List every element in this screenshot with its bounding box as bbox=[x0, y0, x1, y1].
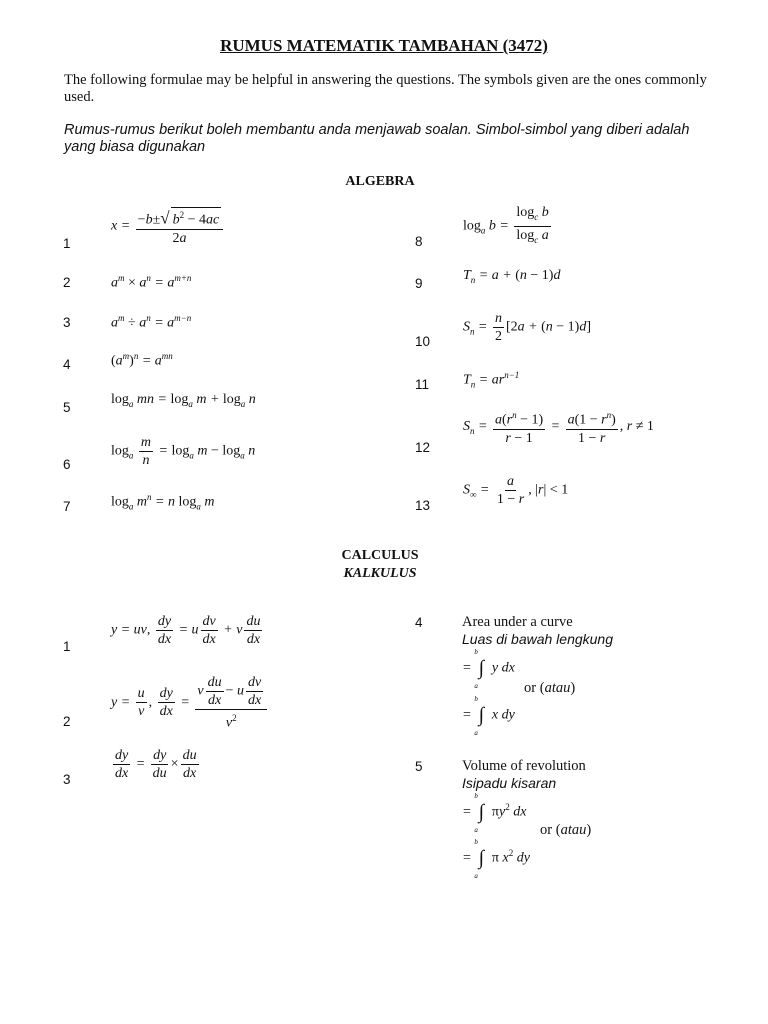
algebra-number-2: 2 bbox=[63, 275, 71, 290]
algebra-heading: ALGEBRA bbox=[345, 174, 415, 189]
integral-icon: ∫ b a bbox=[474, 648, 485, 690]
volume-label-malay: Isipadu kisaran bbox=[462, 775, 557, 791]
algebra-number-7: 7 bbox=[63, 499, 71, 514]
algebra-number-4: 4 bbox=[63, 357, 71, 372]
algebra-number-8: 8 bbox=[415, 234, 423, 249]
algebra-number-9: 9 bbox=[415, 276, 423, 291]
formula-index-power: $(a^m)^n = a^{mn}$ bbox=[111, 351, 173, 369]
calculus-number-2: 2 bbox=[63, 714, 71, 729]
formula-area-y: = ∫ b a y dx bbox=[463, 648, 515, 690]
page-title: RUMUS MATEMATIK TAMBAHAN (3472) bbox=[220, 36, 548, 55]
algebra-number-11: 11 bbox=[415, 377, 430, 392]
formula-volume-y: = ∫ b a $\pi y^2$ dx bbox=[463, 792, 527, 834]
algebra-number-1: 1 bbox=[63, 236, 71, 251]
algebra-number-5: 5 bbox=[63, 400, 71, 415]
algebra-number-6: 6 bbox=[63, 457, 71, 472]
formula-log-power: $\log_a m^n = n$ $\log_a m$ bbox=[111, 492, 215, 512]
area-label: Area under a curve bbox=[462, 614, 573, 630]
calculus-number-3: 3 bbox=[63, 772, 71, 787]
formula-quotient-rule: y = $\frac{u}{v}$ , $\frac{dy}{dx}$ = v $\frac{du}{dx}$ − u $\frac{dv}{dx}$ $v^2$ bbox=[111, 675, 269, 731]
formula-area-x: = ∫ b a x dy bbox=[463, 695, 515, 737]
calculus-subheading: KALKULUS bbox=[343, 566, 417, 581]
integral-icon: ∫ b a bbox=[474, 695, 485, 737]
volume-or-atau: or (atau) bbox=[540, 822, 592, 838]
calculus-number-1: 1 bbox=[63, 639, 71, 654]
formula-product-rule: y = uv, $\frac{dy}{dx}$ = u $\frac{dv}{dx}$ + v $\frac{du}{dx}$ bbox=[111, 614, 261, 647]
intro-malay: Rumus-rumus berikut boleh membantu anda menjawab soalan. Simbol-simbol yang diberi adalah yang biasa digunakan bbox=[64, 122, 690, 155]
intro-english: The following formulae may be helpful in answering the questions. The symbols given are the ones commonly used. bbox=[64, 72, 707, 105]
formula-ap-sum: $S_n$ = $\frac{n}{2}$ [2a + (n − 1)d] bbox=[463, 311, 591, 344]
formula-volume-x: = ∫ b a π $x^2$ dy bbox=[463, 838, 530, 880]
area-label-malay: Luas di bawah lengkung bbox=[462, 631, 614, 647]
algebra-number-3: 3 bbox=[63, 315, 71, 330]
formula-change-of-base: $\log_a b$ = $\frac{\log_c b}{\log_c a}$ bbox=[463, 205, 549, 245]
area-or-atau: or (atau) bbox=[524, 680, 576, 696]
formula-log-product: $\log_a$ mn = $\log_a m + \log_a n$ bbox=[111, 392, 256, 409]
formula-index-multiply: $a^m \times a^n = a^{m+n}$ bbox=[111, 273, 192, 291]
calculus-number-4: 4 bbox=[415, 615, 423, 630]
algebra-number-13: 13 bbox=[415, 498, 431, 513]
formula-gp-sum-infinity: $S_\infty$ = $\frac{a}{1 - r}$ , |r| < 1 bbox=[463, 474, 569, 507]
formula-log-quotient: $\log_a$ $\frac{m}{n}$ = $\log_a m - \log_a n$ bbox=[111, 435, 256, 468]
integral-icon: ∫ b a bbox=[474, 838, 485, 880]
formula-chain-rule: $\frac{dy}{dx}$ = $\frac{dy}{du}$ × $\frac{du}{dx}$ bbox=[115, 748, 197, 781]
integral-icon: ∫ b a bbox=[474, 792, 485, 834]
algebra-number-12: 12 bbox=[415, 440, 431, 455]
calculus-number-5: 5 bbox=[415, 759, 423, 774]
formula-gp-term: $T_n = ar^{n-1}$ bbox=[463, 370, 520, 390]
volume-label: Volume of revolution bbox=[462, 758, 586, 774]
formula-gp-sum: $S_n$ = $\frac{a(r^n - 1)}{r - 1}$ = $\frac{a(1 - r^n)}{1 - r}$ , r ≠ 1 bbox=[463, 410, 654, 446]
formula-index-divide: $a^m \div a^n = a^{m-n}$ bbox=[111, 313, 192, 331]
calculus-heading: CALCULUS bbox=[341, 548, 419, 563]
algebra-number-10: 10 bbox=[415, 334, 431, 349]
formula-ap-term: $T_n = a + (n - 1)d$ bbox=[463, 268, 561, 285]
formula-quadratic: x = $\frac{-b\pm√ b^2 - 4ac}{2a}$ bbox=[111, 207, 225, 246]
